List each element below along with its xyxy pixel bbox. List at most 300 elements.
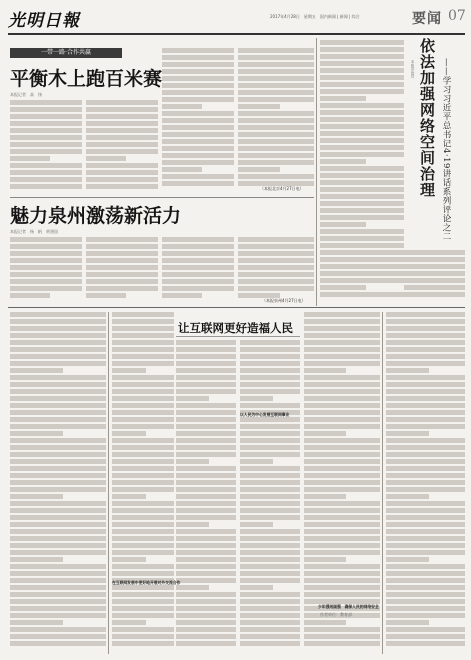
text-line bbox=[10, 142, 82, 147]
text-line bbox=[176, 634, 236, 639]
text-line bbox=[86, 163, 158, 168]
text-line bbox=[304, 389, 380, 394]
text-line bbox=[320, 229, 404, 234]
text-line bbox=[386, 606, 465, 611]
text-line bbox=[320, 103, 404, 108]
article-column bbox=[386, 312, 465, 652]
text-line bbox=[176, 431, 236, 436]
text-line bbox=[304, 529, 380, 534]
text-line bbox=[10, 494, 63, 499]
text-line bbox=[10, 501, 106, 506]
dateline: 2017年4月28日 星期五 国内新闻 | 新闻 | 综合 bbox=[270, 14, 360, 19]
text-line bbox=[240, 627, 300, 632]
text-line bbox=[86, 258, 158, 263]
text-line bbox=[386, 382, 465, 387]
column-divider bbox=[108, 312, 109, 654]
text-line bbox=[238, 160, 314, 165]
text-line bbox=[386, 354, 465, 359]
text-line bbox=[10, 424, 106, 429]
text-line bbox=[162, 90, 234, 95]
text-line bbox=[240, 634, 300, 639]
text-line bbox=[10, 473, 106, 478]
text-line bbox=[238, 265, 314, 270]
text-line bbox=[112, 382, 174, 387]
text-line bbox=[162, 244, 234, 249]
text-line bbox=[112, 557, 146, 562]
text-line bbox=[304, 410, 380, 415]
text-line bbox=[386, 508, 465, 513]
text-line bbox=[112, 620, 146, 625]
text-line bbox=[240, 431, 300, 436]
text-line bbox=[304, 340, 380, 345]
text-line bbox=[304, 550, 380, 555]
text-line bbox=[386, 361, 465, 366]
text-line bbox=[10, 333, 106, 338]
text-line bbox=[176, 585, 209, 590]
text-line bbox=[10, 149, 82, 154]
text-line bbox=[176, 340, 236, 345]
text-line bbox=[10, 543, 106, 548]
text-line bbox=[320, 250, 404, 255]
text-line bbox=[386, 599, 465, 604]
text-line bbox=[112, 473, 174, 478]
text-line bbox=[86, 156, 126, 161]
text-line bbox=[10, 107, 82, 112]
text-line bbox=[386, 473, 465, 478]
text-line bbox=[240, 340, 300, 345]
column-divider bbox=[382, 312, 383, 654]
text-line bbox=[112, 354, 174, 359]
text-line bbox=[10, 515, 106, 520]
article-column bbox=[86, 100, 158, 192]
text-line bbox=[320, 124, 404, 129]
text-line bbox=[320, 243, 404, 248]
text-line bbox=[320, 96, 366, 101]
text-line bbox=[112, 424, 174, 429]
article-divider bbox=[10, 197, 314, 198]
text-line bbox=[320, 222, 366, 227]
text-line bbox=[86, 184, 158, 189]
text-line bbox=[404, 257, 465, 262]
text-line bbox=[176, 347, 236, 352]
text-line bbox=[10, 293, 50, 298]
article-column bbox=[176, 340, 236, 652]
text-line bbox=[304, 361, 380, 366]
text-line bbox=[10, 620, 63, 625]
text-line bbox=[112, 361, 174, 366]
text-line bbox=[238, 118, 314, 123]
text-line bbox=[304, 452, 380, 457]
text-line bbox=[10, 258, 82, 263]
text-line bbox=[386, 438, 465, 443]
text-line bbox=[162, 258, 234, 263]
text-line bbox=[86, 293, 126, 298]
text-line bbox=[238, 286, 314, 291]
text-line bbox=[176, 424, 236, 429]
text-line bbox=[304, 312, 380, 317]
text-line bbox=[176, 557, 236, 562]
text-line bbox=[162, 104, 202, 109]
text-line bbox=[386, 564, 465, 569]
article-subhead: 在互联网发展中更好地开展对外交流合作 bbox=[112, 580, 181, 585]
text-line bbox=[10, 613, 106, 618]
text-line bbox=[112, 347, 174, 352]
text-line bbox=[320, 173, 404, 178]
text-line bbox=[240, 620, 300, 625]
text-line bbox=[162, 62, 234, 67]
text-line bbox=[320, 215, 404, 220]
text-line bbox=[240, 641, 300, 646]
text-line bbox=[304, 333, 380, 338]
text-line bbox=[162, 132, 234, 137]
text-line bbox=[162, 160, 234, 165]
text-line bbox=[238, 146, 314, 151]
text-line bbox=[176, 578, 236, 583]
text-line bbox=[238, 55, 314, 60]
text-line bbox=[304, 564, 380, 569]
text-line bbox=[386, 403, 465, 408]
text-line bbox=[386, 312, 465, 317]
text-line bbox=[10, 529, 106, 534]
text-line bbox=[176, 613, 236, 618]
text-line bbox=[320, 138, 404, 143]
text-line bbox=[240, 424, 300, 429]
text-line bbox=[176, 620, 236, 625]
text-line bbox=[86, 279, 158, 284]
text-line bbox=[386, 557, 429, 562]
article-byline: 本报记者 杨 帆 黄建国 bbox=[10, 229, 58, 234]
text-line bbox=[304, 354, 380, 359]
text-line bbox=[320, 47, 404, 52]
text-line bbox=[386, 326, 465, 331]
text-line bbox=[320, 264, 404, 269]
text-line bbox=[386, 641, 465, 646]
text-line bbox=[162, 251, 234, 256]
text-line bbox=[176, 410, 236, 415]
article-column bbox=[112, 312, 174, 652]
text-line bbox=[112, 599, 174, 604]
text-line bbox=[162, 174, 234, 179]
text-line bbox=[162, 153, 234, 158]
text-line bbox=[320, 201, 404, 206]
text-line bbox=[240, 501, 300, 506]
article-column bbox=[238, 48, 314, 192]
text-line bbox=[304, 466, 380, 471]
text-line bbox=[304, 368, 346, 373]
article-column bbox=[86, 237, 158, 301]
text-line bbox=[112, 417, 174, 422]
text-line bbox=[386, 620, 429, 625]
author-affiliation: 作者单位：教育部 bbox=[320, 612, 352, 617]
text-line bbox=[240, 487, 300, 492]
text-line bbox=[176, 494, 236, 499]
text-line bbox=[176, 368, 236, 373]
text-line bbox=[10, 177, 82, 182]
text-line bbox=[386, 368, 429, 373]
text-line bbox=[10, 347, 106, 352]
text-line bbox=[176, 361, 236, 366]
text-line bbox=[112, 452, 174, 457]
text-line bbox=[162, 286, 234, 291]
text-line bbox=[320, 68, 404, 73]
text-line bbox=[404, 250, 465, 255]
text-line bbox=[112, 543, 174, 548]
text-line bbox=[112, 487, 174, 492]
text-line bbox=[238, 90, 314, 95]
text-line bbox=[10, 244, 82, 249]
text-line bbox=[386, 375, 465, 380]
text-line bbox=[162, 125, 234, 130]
text-line bbox=[10, 237, 82, 242]
text-line bbox=[10, 121, 82, 126]
text-line bbox=[386, 515, 465, 520]
text-line bbox=[162, 48, 234, 53]
commentary-title: 依法加强网络空间治理 bbox=[418, 38, 436, 198]
text-line bbox=[10, 522, 106, 527]
text-line bbox=[320, 187, 404, 192]
text-line bbox=[238, 69, 314, 74]
text-line bbox=[112, 319, 174, 324]
text-line bbox=[112, 480, 174, 485]
text-line bbox=[386, 424, 465, 429]
text-line bbox=[404, 271, 465, 276]
text-line bbox=[176, 522, 209, 527]
text-line bbox=[240, 508, 300, 513]
text-line bbox=[176, 375, 236, 380]
text-line bbox=[176, 382, 236, 387]
text-line bbox=[240, 368, 300, 373]
text-line bbox=[240, 550, 300, 555]
text-line bbox=[10, 100, 82, 105]
text-line bbox=[320, 110, 404, 115]
text-line bbox=[320, 145, 404, 150]
text-line bbox=[162, 111, 234, 116]
text-line bbox=[10, 564, 106, 569]
article-column bbox=[10, 100, 82, 192]
text-line bbox=[112, 410, 174, 415]
text-line bbox=[86, 114, 158, 119]
text-line bbox=[304, 634, 380, 639]
text-line bbox=[240, 382, 300, 387]
article-column bbox=[304, 312, 380, 652]
masthead-rule bbox=[8, 33, 465, 35]
article-headline: 平衡木上跑百米赛 bbox=[10, 68, 163, 90]
text-line bbox=[304, 382, 380, 387]
text-line bbox=[240, 438, 300, 443]
text-line bbox=[320, 82, 404, 87]
text-line bbox=[176, 564, 236, 569]
text-line bbox=[176, 480, 236, 485]
text-line bbox=[386, 319, 465, 324]
page-number: 07 bbox=[448, 8, 466, 24]
text-line bbox=[86, 251, 158, 256]
text-line bbox=[386, 333, 465, 338]
text-line bbox=[112, 333, 174, 338]
text-line bbox=[176, 466, 236, 471]
text-line bbox=[386, 340, 465, 345]
text-line bbox=[304, 578, 380, 583]
text-line bbox=[86, 244, 158, 249]
text-line bbox=[10, 627, 106, 632]
text-line bbox=[240, 606, 300, 611]
text-line bbox=[386, 494, 429, 499]
text-line bbox=[176, 452, 236, 457]
text-line bbox=[304, 445, 380, 450]
text-line bbox=[10, 368, 63, 373]
text-line bbox=[176, 599, 236, 604]
text-line bbox=[238, 125, 314, 130]
text-line bbox=[86, 135, 158, 140]
text-line bbox=[304, 571, 380, 576]
text-line bbox=[386, 522, 465, 527]
text-line bbox=[304, 620, 346, 625]
text-line bbox=[176, 529, 236, 534]
commentary-author: 本报评论员 bbox=[411, 60, 415, 78]
text-line bbox=[176, 501, 236, 506]
text-line bbox=[10, 550, 106, 555]
text-line bbox=[240, 613, 300, 618]
text-line bbox=[240, 494, 300, 499]
text-line bbox=[112, 459, 174, 464]
text-line bbox=[238, 244, 314, 249]
text-line bbox=[386, 396, 465, 401]
headline-rule bbox=[176, 336, 300, 337]
text-line bbox=[112, 445, 174, 450]
text-line bbox=[304, 515, 380, 520]
text-line bbox=[162, 83, 234, 88]
text-line bbox=[162, 139, 234, 144]
text-line bbox=[162, 167, 202, 172]
article-column bbox=[162, 237, 234, 301]
text-line bbox=[10, 403, 106, 408]
text-line bbox=[112, 389, 174, 394]
text-line bbox=[238, 279, 314, 284]
text-line bbox=[112, 592, 174, 597]
text-line bbox=[10, 410, 106, 415]
text-line bbox=[10, 431, 63, 436]
section-label: 要闻 bbox=[412, 11, 442, 27]
text-line bbox=[10, 382, 106, 387]
text-line bbox=[304, 438, 380, 443]
text-line bbox=[162, 272, 234, 277]
text-line bbox=[240, 599, 300, 604]
text-line bbox=[304, 585, 380, 590]
article-kicker: 一带一路·合作共赢 bbox=[10, 48, 122, 58]
text-line bbox=[320, 278, 404, 283]
text-line bbox=[240, 529, 300, 534]
text-line bbox=[238, 111, 314, 116]
text-line bbox=[304, 536, 380, 541]
text-line bbox=[176, 438, 236, 443]
text-line bbox=[320, 159, 366, 164]
text-line bbox=[304, 480, 380, 485]
text-line bbox=[86, 272, 158, 277]
text-line bbox=[10, 641, 106, 646]
text-line bbox=[86, 177, 158, 182]
text-line bbox=[240, 557, 300, 562]
text-line bbox=[112, 396, 174, 401]
text-line bbox=[240, 347, 300, 352]
text-line bbox=[176, 550, 236, 555]
text-line bbox=[404, 285, 465, 290]
text-line bbox=[240, 445, 300, 450]
text-line bbox=[320, 75, 404, 80]
text-line bbox=[238, 62, 314, 67]
text-line bbox=[10, 128, 82, 133]
text-line bbox=[10, 375, 106, 380]
text-line bbox=[320, 117, 404, 122]
text-line bbox=[176, 592, 236, 597]
text-line bbox=[162, 97, 234, 102]
text-line bbox=[176, 487, 236, 492]
text-line bbox=[386, 417, 465, 422]
text-line bbox=[10, 251, 82, 256]
text-line bbox=[238, 76, 314, 81]
text-line bbox=[386, 347, 465, 352]
text-line bbox=[86, 128, 158, 133]
text-line bbox=[386, 445, 465, 450]
text-line bbox=[112, 431, 146, 436]
text-line bbox=[386, 410, 465, 415]
text-line bbox=[386, 634, 465, 639]
text-line bbox=[10, 170, 82, 175]
text-line bbox=[10, 326, 106, 331]
text-line bbox=[86, 149, 158, 154]
article-column bbox=[238, 237, 314, 301]
text-line bbox=[176, 627, 236, 632]
text-line bbox=[304, 417, 380, 422]
text-line bbox=[112, 550, 174, 555]
text-line bbox=[304, 494, 346, 499]
commentary-subtitle: ——学习习近平总书记4·19讲话系列评论之二 bbox=[441, 58, 451, 241]
text-line bbox=[10, 354, 106, 359]
text-line bbox=[304, 501, 380, 506]
text-line bbox=[176, 571, 236, 576]
text-line bbox=[386, 550, 465, 555]
text-line bbox=[386, 536, 465, 541]
article-byline: 本报记者 高 扬 bbox=[10, 92, 42, 97]
text-line bbox=[162, 76, 234, 81]
text-line bbox=[238, 153, 314, 158]
text-line bbox=[238, 237, 314, 242]
text-line bbox=[320, 257, 404, 262]
newspaper-logo: 光明日報 bbox=[8, 11, 80, 31]
text-line bbox=[112, 564, 174, 569]
text-line bbox=[240, 571, 300, 576]
text-line bbox=[176, 606, 236, 611]
text-line bbox=[10, 466, 106, 471]
text-line bbox=[10, 480, 106, 485]
text-line bbox=[240, 459, 273, 464]
text-line bbox=[86, 265, 158, 270]
text-line bbox=[176, 641, 236, 646]
text-line bbox=[320, 285, 366, 290]
text-line bbox=[320, 180, 404, 185]
text-line bbox=[86, 107, 158, 112]
text-line bbox=[386, 627, 465, 632]
text-line bbox=[10, 361, 106, 366]
text-line bbox=[386, 480, 465, 485]
text-line bbox=[240, 480, 300, 485]
text-line bbox=[176, 389, 236, 394]
text-line bbox=[386, 452, 465, 457]
text-line bbox=[10, 578, 106, 583]
text-line bbox=[176, 403, 236, 408]
text-line bbox=[112, 326, 174, 331]
text-line bbox=[320, 131, 404, 136]
text-line bbox=[10, 156, 50, 161]
masthead bbox=[8, 6, 465, 32]
